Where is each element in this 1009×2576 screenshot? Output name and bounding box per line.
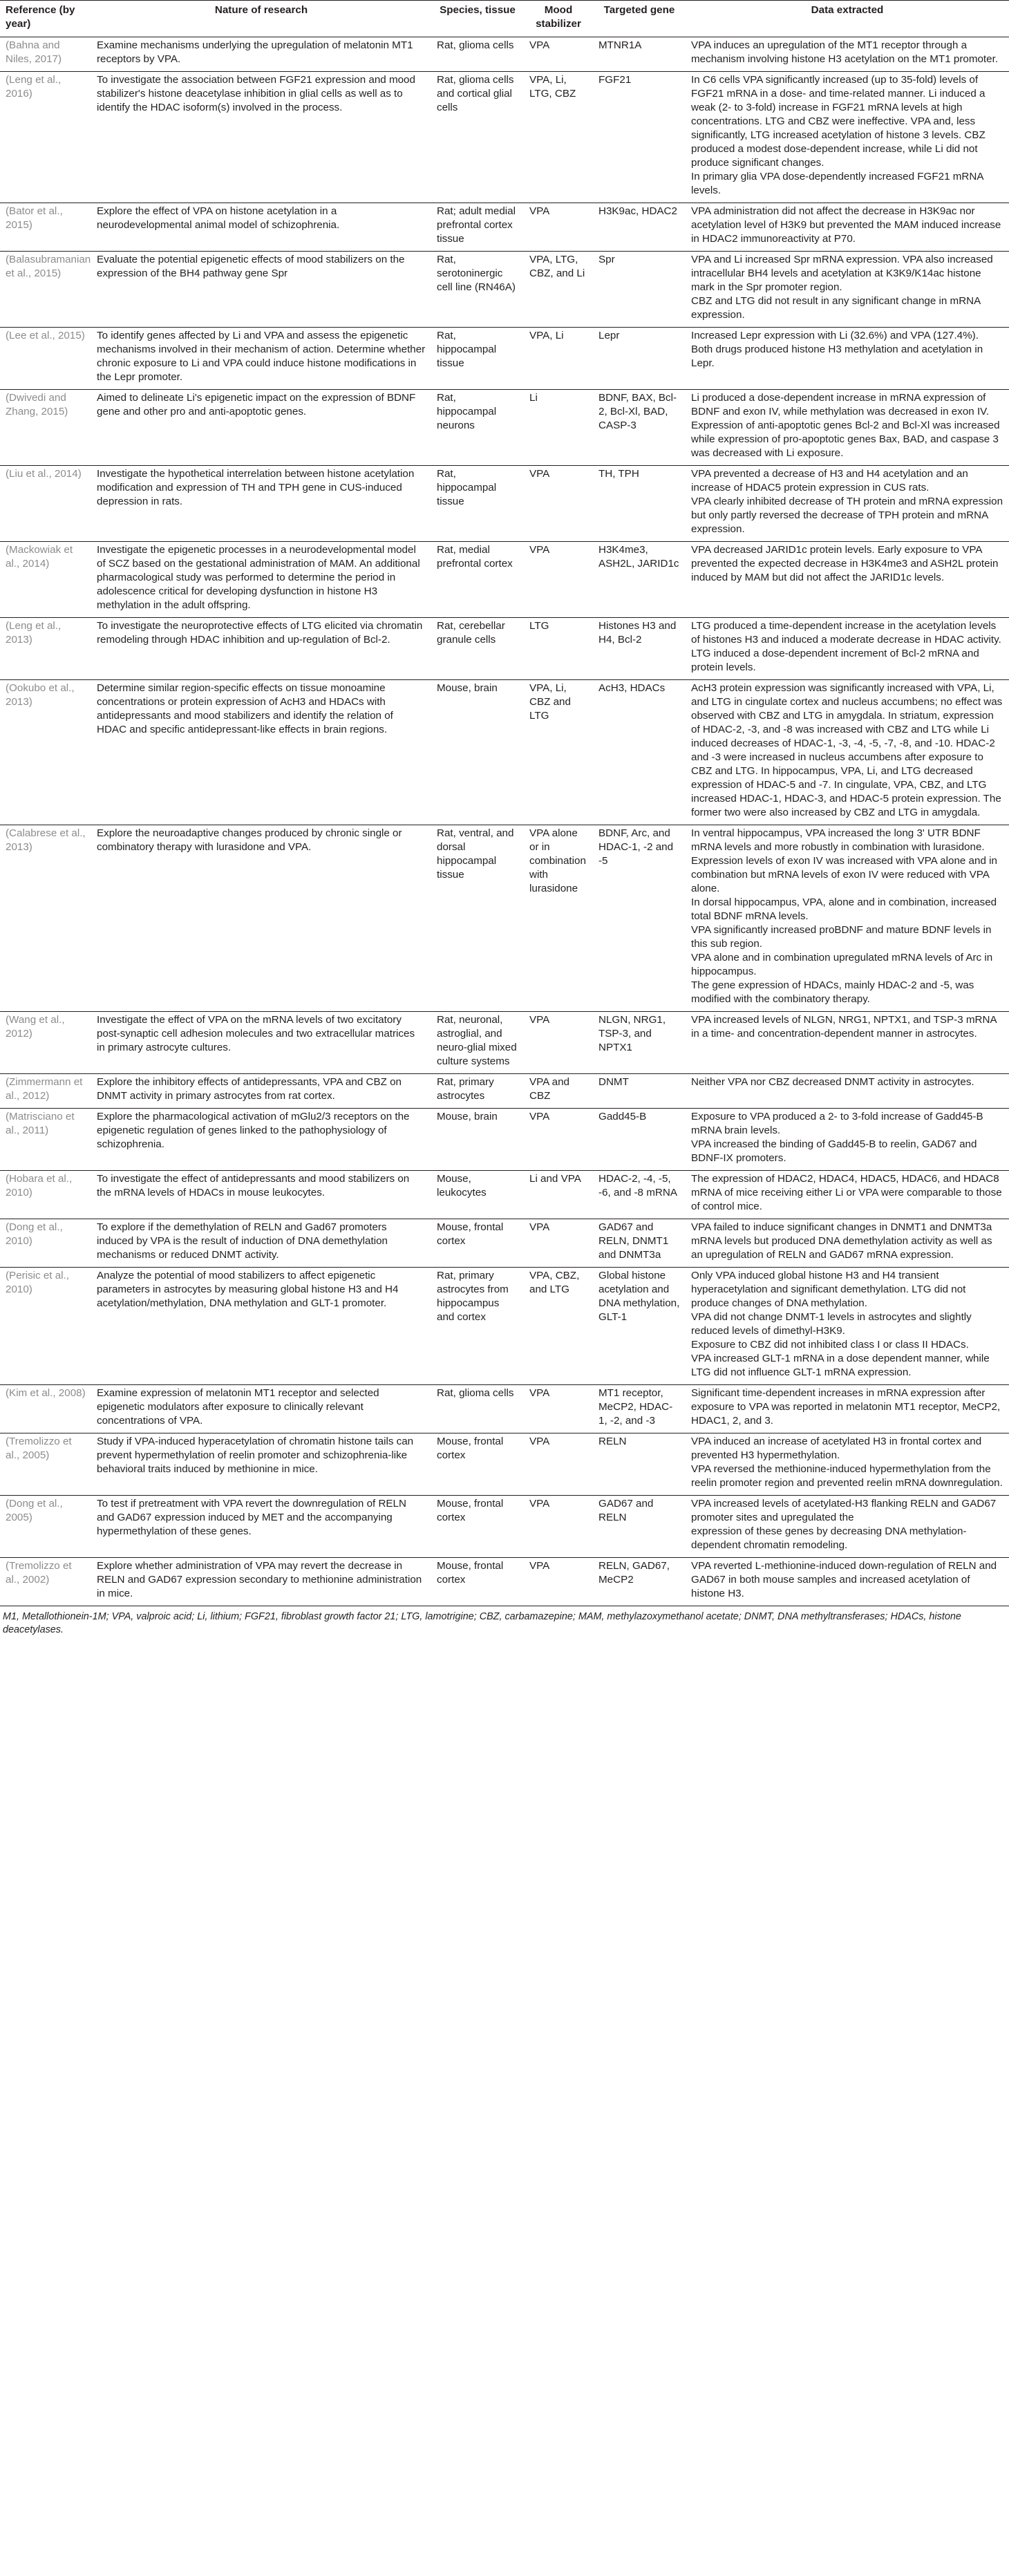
data-extracted-paragraph: VPA clearly inhibited decrease of TH protein and mRNA expression but only partly reversed the decrease of TPH protein and mRNA expression. [691, 496, 1003, 535]
nature-cell: To investigate the neuroprotective effects of LTG elicited via chromatin remodeling through HDAC inhibition and up-regulation of Bcl-2. [91, 618, 431, 680]
data-extracted-paragraph: AcH3 protein expression was significantly increased with VPA, Li, and LTG in cingulate cortex and nucleus accumbens; no effect was observed with CBZ and LTG in amygdala. In striatum, expression of HDAC-2, -3, and -8 was increased with CBZ and LTG while Li induced decreases of HDAC-1, -3, -4, -5, -7, -8, and -10. HDAC-2 and -3 were increased in nucleus accumbens after exposure to CBZ and LTG. In hippocampus, VPA, Li, and LTG decreased expression of HDAC-5 and -7. In cingulate, VPA, CBZ, and LTG increased HDAC-1, HDAC-3, and HDAC-5 protein expression. The former two were also increased by CBZ and LTG in amygdala. [691, 682, 1003, 818]
nature-cell: To test if pretreatment with VPA revert the downregulation of RELN and GAD67 expression induced by MET and the accompanying hypermethylation of these genes. [91, 1496, 431, 1558]
data-extracted-cell [686, 252, 1009, 328]
data-extracted-cell [686, 1109, 1009, 1171]
nature-cell: Examine expression of melatonin MT1 receptor and selected epigenetic modulators after exposure to clinically relevant concentrations of VPA. [91, 1385, 431, 1433]
stabilizer-cell: VPA [524, 1219, 593, 1268]
gene-cell: Spr [593, 252, 686, 328]
data-extracted-paragraph: VPA increased the binding of Gadd45-B to reelin, GAD67 and BDNF-IX promoters. [691, 1138, 977, 1164]
table-row [0, 252, 1009, 328]
table-row [0, 328, 1009, 390]
nature-cell: Investigate the effect of VPA on the mRNA levels of two excitatory post-synaptic cell adhesion molecules and two extracellular matrices in primary astrocyte cultures. [91, 1012, 431, 1074]
reference-cell: (Zimmermann et al., 2012) [0, 1074, 91, 1109]
stabilizer-cell: VPA [524, 1496, 593, 1558]
reference-cell: (Calabrese et al., 2013) [0, 825, 91, 1012]
data-extracted-paragraph: In C6 cells VPA significantly increased (up to 35-fold) levels of FGF21 mRNA in a dose- and time-related manner. Li induced a weak (2- to 3-fold) increase in FGF21 mRNA levels at high concentrations. LTG and CBZ were ineffective. VPA and, less significantly, LTG increased acetylation of histone 3 levels. CBZ produced a modest dose-dependent increase, while Li did not produce significant changes. [691, 74, 986, 169]
nature-cell: Evaluate the potential epigenetic effects of mood stabilizers on the expression of the BH4 pathway gene Spr [91, 252, 431, 328]
gene-cell: GAD67 and RELN [593, 1496, 686, 1558]
gene-cell: DNMT [593, 1074, 686, 1109]
data-extracted-paragraph: The gene expression of HDACs, mainly HDAC-2 and -5, was modified with the combinatory therapy. [691, 979, 974, 1005]
data-extracted-paragraph: VPA and Li increased Spr mRNA expression. VPA also increased intracellular BH4 levels and acetylation at K3K9/K14ac histone mark in the Spr promoter region. [691, 254, 993, 293]
stabilizer-cell: VPA, Li, CBZ and LTG [524, 680, 593, 825]
data-extracted-paragraph: Significant time-dependent increases in mRNA expression after exposure to VPA was reported in melatonin MT1 receptor, MeCP2, HDAC1, 2, and 3. [691, 1387, 1001, 1427]
table-row [0, 72, 1009, 203]
nature-cell: Explore whether administration of VPA may revert the decrease in RELN and GAD67 expression secondary to methionine administration in mice. [91, 1558, 431, 1606]
table-row [0, 1171, 1009, 1219]
gene-cell: H3K9ac, HDAC2 [593, 203, 686, 252]
data-extracted-paragraph: In ventral hippocampus, VPA increased the long 3' UTR BDNF mRNA levels and more robustly in combination with lurasidone. Expression levels of exon IV was increased with VPA alone and in combination but mRNA levels of exon IV were reduced with VPA alone. [691, 827, 997, 894]
data-extracted-paragraph: VPA reversed the methionine-induced hypermethylation from the reelin promoter region and prevented reelin mRNA downregulation. [691, 1463, 1003, 1489]
table-row [0, 1219, 1009, 1268]
stabilizer-cell: Li [524, 390, 593, 466]
data-extracted-paragraph: VPA administration did not affect the decrease in H3K9ac nor acetylation level of H3K9 but prevented the MAM induced increase in HDAC2 immunoreactivity at P70. [691, 205, 1001, 245]
stabilizer-cell: VPA [524, 1109, 593, 1171]
stabilizer-cell: VPA, LTG, CBZ, and Li [524, 252, 593, 328]
data-extracted-cell [686, 1012, 1009, 1074]
data-extracted-paragraph: Only VPA induced global histone H3 and H4 transient hyperacetylation and significant demethylation. LTG did not produce changes of DNA methylation. [691, 1270, 966, 1309]
data-extracted-paragraph: VPA did not change DNMT-1 levels in astrocytes and slightly reduced levels of dimethyl-H3K9. [691, 1311, 972, 1337]
data-extracted-cell [686, 466, 1009, 542]
stabilizer-cell: VPA alone or in combination with lurasidone [524, 825, 593, 1012]
reference-cell: (Balasubramanian et al., 2015) [0, 252, 91, 328]
gene-cell: AcH3, HDACs [593, 680, 686, 825]
table-row [0, 203, 1009, 252]
data-extracted-cell [686, 1268, 1009, 1385]
gene-cell: Global histone acetylation and DNA methylation, GLT-1 [593, 1268, 686, 1385]
reference-cell: (Perisic et al., 2010) [0, 1268, 91, 1385]
data-extracted-paragraph: LTG produced a time-dependent increase in the acetylation levels of histones H3 and induced a moderate decrease in HDAC activity. [691, 620, 1001, 646]
species-cell: Rat, hippocampal tissue [431, 328, 524, 390]
table-row [0, 466, 1009, 542]
table-row [0, 542, 1009, 618]
table-footnote: M1, Metallothionein-1M; VPA, valproic acid; Li, lithium; FGF21, fibroblast growth factor 21; LTG, lamotrigine; CBZ, carbamazepine; MAM, methylazoxymethanol acetate; DNMT, DNA methyltransferases; HDACs, histone deacetylases. [3, 1611, 961, 1635]
reference-cell: (Matrisciano et al., 2011) [0, 1109, 91, 1171]
data-extracted-cell [686, 542, 1009, 618]
table-row [0, 825, 1009, 1012]
nature-cell: Investigate the hypothetical interrelation between histone acetylation modification and expression of TH and TPH gene in CUS-induced depression in rats. [91, 466, 431, 542]
species-cell: Rat, glioma cells and cortical glial cells [431, 72, 524, 203]
reference-cell: (Dong et al., 2010) [0, 1219, 91, 1268]
data-extracted-paragraph: Both drugs produced histone H3 methylation and acetylation in Lepr. [691, 344, 983, 369]
nature-cell: Analyze the potential of mood stabilizers to affect epigenetic parameters in astrocytes by measuring global histone H3 and H4 acetylation/methylation, DNA methylation and GLT-1 promoter. [91, 1268, 431, 1385]
species-cell: Rat, hippocampal neurons [431, 390, 524, 466]
stabilizer-cell: VPA [524, 466, 593, 542]
data-extracted-paragraph: VPA increased levels of NLGN, NRG1, NPTX1, and TSP-3 mRNA in a time- and concentration-dependent manner in astrocytes. [691, 1014, 997, 1040]
data-extracted-paragraph: VPA increased levels of acetylated-H3 flanking RELN and GAD67 promoter sites and upregulated the [691, 1498, 997, 1523]
stabilizer-cell: VPA [524, 1012, 593, 1074]
species-cell: Mouse, frontal cortex [431, 1496, 524, 1558]
table-row [0, 1012, 1009, 1074]
data-extracted-cell [686, 1171, 1009, 1219]
species-cell: Rat, glioma cells [431, 37, 524, 72]
species-cell: Rat, serotoninergic cell line (RN46A) [431, 252, 524, 328]
data-extracted-paragraph: VPA failed to induce significant changes in DNMT1 and DNMT3a mRNA levels but produced DNA demethylation activity as well as an upregulation of RELN and GAD67 mRNA expression. [691, 1221, 992, 1261]
data-extracted-cell [686, 1074, 1009, 1109]
species-cell: Rat, neuronal, astroglial, and neuro-glial mixed culture systems [431, 1012, 524, 1074]
stabilizer-cell: VPA [524, 37, 593, 72]
reference-cell: (Bahna and Niles, 2017) [0, 37, 91, 72]
header-data: Data extracted [686, 1, 1009, 37]
data-extracted-paragraph: Increased Lepr expression with Li (32.6%) and VPA (127.4%). [691, 330, 979, 341]
table-row [0, 680, 1009, 825]
data-extracted-cell [686, 825, 1009, 1012]
species-cell: Mouse, leukocytes [431, 1171, 524, 1219]
data-extracted-paragraph: The expression of HDAC2, HDAC4, HDAC5, HDAC6, and HDAC8 mRNA of mice receiving either Li or VPA were comparable to those of control mice. [691, 1173, 1002, 1212]
data-extracted-cell [686, 1558, 1009, 1606]
nature-cell: To investigate the association between FGF21 expression and mood stabilizer's histone deacetylase inhibition in glial cells as well as to identify the HDAC isoform(s) involved in the process. [91, 72, 431, 203]
data-extracted-cell [686, 203, 1009, 252]
nature-cell: Explore the inhibitory effects of antidepressants, VPA and CBZ on DNMT activity in primary astrocytes from rat cortex. [91, 1074, 431, 1109]
reference-cell: (Dong et al., 2005) [0, 1496, 91, 1558]
data-extracted-paragraph: expression of these genes by decreasing DNA methylation-dependent chromatin remodeling. [691, 1525, 967, 1551]
data-extracted-paragraph: In dorsal hippocampus, VPA, alone and in combination, increased total BDNF mRNA levels. [691, 896, 997, 922]
nature-cell: Explore the neuroadaptive changes produced by chronic single or combinatory therapy with lurasidone and VPA. [91, 825, 431, 1012]
table-row [0, 1558, 1009, 1606]
gene-cell: NLGN, NRG1, TSP-3, and NPTX1 [593, 1012, 686, 1074]
data-extracted-cell [686, 1219, 1009, 1268]
reference-cell: (Tremolizzo et al., 2005) [0, 1433, 91, 1496]
gene-cell: HDAC-2, -4, -5, -6, and -8 mRNA [593, 1171, 686, 1219]
reference-cell: (Liu et al., 2014) [0, 466, 91, 542]
gene-cell: RELN, GAD67, MeCP2 [593, 1558, 686, 1606]
table-row [0, 37, 1009, 72]
data-extracted-cell [686, 1433, 1009, 1496]
data-extracted-cell [686, 328, 1009, 390]
gene-cell: FGF21 [593, 72, 686, 203]
reference-cell: (Tremolizzo et al., 2002) [0, 1558, 91, 1606]
data-extracted-cell [686, 680, 1009, 825]
species-cell: Rat, medial prefrontal cortex [431, 542, 524, 618]
nature-cell: Examine mechanisms underlying the upregulation of melatonin MT1 receptors by VPA. [91, 37, 431, 72]
gene-cell: Histones H3 and H4, Bcl-2 [593, 618, 686, 680]
data-extracted-paragraph: LTG induced a dose-dependent increment of Bcl-2 mRNA and protein levels. [691, 648, 979, 673]
table-row [0, 1109, 1009, 1171]
table-row [0, 390, 1009, 466]
data-extracted-paragraph: Exposure to VPA produced a 2- to 3-fold increase of Gadd45-B mRNA brain levels. [691, 1111, 983, 1136]
nature-cell: Study if VPA-induced hyperacetylation of chromatin histone tails can prevent hypermethylation of reelin promoter and schizophrenia-like behavioral traits induced by methionine in mice. [91, 1433, 431, 1496]
table-row [0, 1268, 1009, 1385]
data-extracted-paragraph: VPA alone and in combination upregulated mRNA levels of Arc in hippocampus. [691, 952, 993, 977]
species-cell: Rat, ventral, and dorsal hippocampal tissue [431, 825, 524, 1012]
species-cell: Mouse, brain [431, 1109, 524, 1171]
nature-cell: Aimed to delineate Li's epigenetic impact on the expression of BDNF gene and other pro and anti-apoptotic genes. [91, 390, 431, 466]
gene-cell: BDNF, Arc, and HDAC-1, -2 and -5 [593, 825, 686, 1012]
data-extracted-paragraph: VPA induced an increase of acetylated H3 in frontal cortex and prevented H3 hypermethylation. [691, 1436, 982, 1461]
stabilizer-cell: VPA [524, 1558, 593, 1606]
data-extracted-paragraph: In primary glia VPA dose-dependently increased FGF21 mRNA levels. [691, 171, 983, 196]
data-extracted-paragraph: Expression of anti-apoptotic genes Bcl-2 and Bcl-Xl was increased while expression of pro-apoptotic genes Bax, BAD, and caspase 3 was decreased with Li exposure. [691, 420, 1000, 459]
gene-cell: MTNR1A [593, 37, 686, 72]
header-gene: Targeted gene [593, 1, 686, 37]
gene-cell: RELN [593, 1433, 686, 1496]
species-cell: Mouse, frontal cortex [431, 1433, 524, 1496]
reference-cell: (Leng et al., 2013) [0, 618, 91, 680]
species-cell: Rat, cerebellar granule cells [431, 618, 524, 680]
reference-cell: (Ookubo et al., 2013) [0, 680, 91, 825]
reference-cell: (Wang et al., 2012) [0, 1012, 91, 1074]
species-cell: Rat, glioma cells [431, 1385, 524, 1433]
stabilizer-cell: VPA, Li [524, 328, 593, 390]
header-nature: Nature of research [91, 1, 431, 37]
header-stabilizer: Mood stabilizer [524, 1, 593, 37]
table-row [0, 1385, 1009, 1433]
species-cell: Rat, hippocampal tissue [431, 466, 524, 542]
species-cell: Mouse, frontal cortex [431, 1219, 524, 1268]
data-extracted-paragraph: Exposure to CBZ did not inhibited class I or class II HDACs. [691, 1339, 969, 1351]
nature-cell: Determine similar region-specific effects on tissue monoamine concentrations or protein expression of AcH3 and HDACs with antidepressants and mood stabilizers and identify the relation of HDAC and specific antidepressant-like effects in brain regions. [91, 680, 431, 825]
reference-cell: (Mackowiak et al., 2014) [0, 542, 91, 618]
reference-cell: (Kim et al., 2008) [0, 1385, 91, 1433]
species-cell: Rat, primary astrocytes from hippocampus and cortex [431, 1268, 524, 1385]
gene-cell: GAD67 and RELN, DNMT1 and DNMT3a [593, 1219, 686, 1268]
gene-cell: MT1 receptor, MeCP2, HDAC-1, -2, and -3 [593, 1385, 686, 1433]
data-extracted-cell [686, 1385, 1009, 1433]
nature-cell: To investigate the effect of antidepressants and mood stabilizers on the mRNA levels of HDACs in mouse leukocytes. [91, 1171, 431, 1219]
table-body [0, 37, 1009, 1606]
reference-cell: (Leng et al., 2016) [0, 72, 91, 203]
data-extracted-paragraph: CBZ and LTG did not result in any significant change in mRNA expression. [691, 295, 981, 321]
gene-cell: Lepr [593, 328, 686, 390]
data-extracted-paragraph: VPA induces an upregulation of the MT1 receptor through a mechanism involving histone H3 acetylation on the MT1 promoter. [691, 39, 999, 65]
data-extracted-cell [686, 1496, 1009, 1558]
header-species: Species, tissue [431, 1, 524, 37]
species-cell: Rat; adult medial prefrontal cortex tissue [431, 203, 524, 252]
stabilizer-cell: Li and VPA [524, 1171, 593, 1219]
stabilizer-cell: VPA [524, 203, 593, 252]
nature-cell: To explore if the demethylation of RELN and Gad67 promoters induced by VPA is the result of induction of DNA demethylation mechanisms or reduced DNMT activity. [91, 1219, 431, 1268]
nature-cell: Explore the pharmacological activation of mGlu2/3 receptors on the epigenetic regulation of genes linked to the pathophysiology of schizophrenia. [91, 1109, 431, 1171]
data-extracted-paragraph: VPA prevented a decrease of H3 and H4 acetylation and an increase of HDAC5 protein expression in CUS rats. [691, 468, 968, 493]
reference-cell: (Dwivedi and Zhang, 2015) [0, 390, 91, 466]
gene-cell: H3K4me3, ASH2L, JARID1c [593, 542, 686, 618]
table-row [0, 618, 1009, 680]
gene-cell: TH, TPH [593, 466, 686, 542]
species-cell: Mouse, frontal cortex [431, 1558, 524, 1606]
data-extracted-paragraph: Neither VPA nor CBZ decreased DNMT activity in astrocytes. [691, 1076, 974, 1088]
reference-cell: (Lee et al., 2015) [0, 328, 91, 390]
stabilizer-cell: VPA [524, 542, 593, 618]
nature-cell: Explore the effect of VPA on histone acetylation in a neurodevelopmental animal model of schizophrenia. [91, 203, 431, 252]
data-extracted-paragraph: Li produced a dose-dependent increase in mRNA expression of BDNF and exon IV, while methylation was decreased in exon IV. [691, 392, 990, 417]
gene-cell: BDNF, BAX, Bcl-2, Bcl-Xl, BAD, CASP-3 [593, 390, 686, 466]
header-row [0, 1, 1009, 37]
header-reference: Reference (by year) [0, 1, 91, 37]
table-header [0, 1, 1009, 37]
stabilizer-cell: VPA, CBZ, and LTG [524, 1268, 593, 1385]
data-extracted-paragraph: VPA reverted L-methionine-induced down-regulation of RELN and GAD67 in both mouse samples and increased acetylation of histone H3. [691, 1560, 997, 1599]
data-extracted-paragraph: VPA decreased JARID1c protein levels. Early exposure to VPA prevented the expected decrease in H3K4me3 and ASH2L protein induced by MAM but did not affect the JARID1c levels. [691, 544, 999, 583]
table-row [0, 1433, 1009, 1496]
species-cell: Mouse, brain [431, 680, 524, 825]
stabilizer-cell: LTG [524, 618, 593, 680]
stabilizer-cell: VPA and CBZ [524, 1074, 593, 1109]
data-extracted-paragraph: VPA increased GLT-1 mRNA in a dose dependent manner, while LTG did not influence GLT-1 mRNA expression. [691, 1353, 990, 1378]
data-extracted-cell [686, 390, 1009, 466]
table-row [0, 1496, 1009, 1558]
table-row [0, 1074, 1009, 1109]
nature-cell: Investigate the epigenetic processes in a neurodevelopmental model of SCZ based on the gestational administration of MAM. An additional pharmacological study was performed to determine the period in adolescence critical for developing dysfunction in histone H3 methylation in the adult offspring. [91, 542, 431, 618]
species-cell: Rat, primary astrocytes [431, 1074, 524, 1109]
nature-cell: To identify genes affected by Li and VPA and assess the epigenetic mechanisms involved in their mechanism of action. Determine whether chronic exposure to Li and VPA could induce histone modifications in the Lepr promoter. [91, 328, 431, 390]
reference-cell: (Bator et al., 2015) [0, 203, 91, 252]
data-extracted-cell [686, 72, 1009, 203]
stabilizer-cell: VPA, Li, LTG, CBZ [524, 72, 593, 203]
gene-cell: Gadd45-B [593, 1109, 686, 1171]
data-extracted-cell [686, 37, 1009, 72]
reference-cell: (Hobara et al., 2010) [0, 1171, 91, 1219]
stabilizer-cell: VPA [524, 1385, 593, 1433]
data-extracted-paragraph: VPA significantly increased proBDNF and mature BDNF levels in this sub region. [691, 924, 992, 950]
stabilizer-cell: VPA [524, 1433, 593, 1496]
data-extracted-cell [686, 618, 1009, 680]
